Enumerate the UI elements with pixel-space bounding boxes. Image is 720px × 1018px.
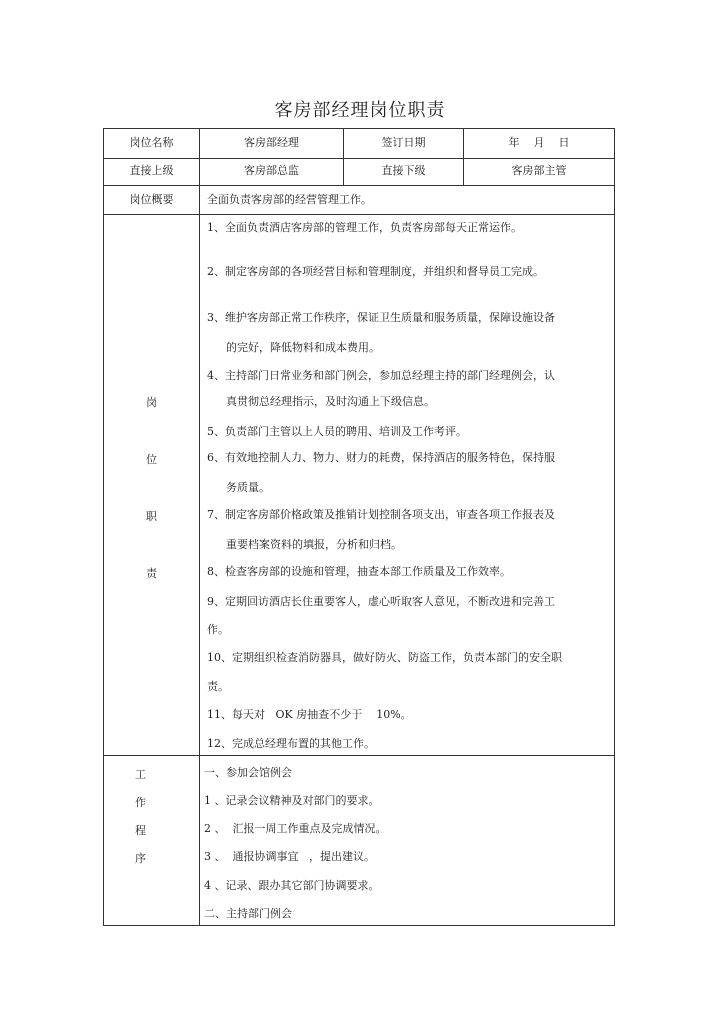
document-title: 客房部经理岗位职责 xyxy=(274,100,446,121)
duties-label-char: 位 xyxy=(146,453,157,466)
procedure-label-char: 作 xyxy=(135,796,146,809)
duty-line: 8、检查客房部的设施和管理，抽查本部工作质量及工作效率。 xyxy=(207,565,511,578)
procedure-label-char: 工 xyxy=(135,768,146,781)
duties-label-char: 职 xyxy=(146,510,157,523)
direct-subordinate-label: 直接下级 xyxy=(381,164,426,177)
duty-line: 5、负责部门主管以上人员的聘用、培训及工作考评。 xyxy=(207,425,467,438)
duty-line: 10、定期组织检查消防器具，做好防火、防盗工作，负责本部门的安全职 xyxy=(207,651,562,664)
procedure-line: 3 、 通报协调事宜 ，提出建议。 xyxy=(204,850,375,863)
overview-label: 岗位概要 xyxy=(129,193,174,206)
duty-line: 务质量。 xyxy=(226,481,270,494)
procedure-line: 4 、记录、跟办其它部门协调要求。 xyxy=(204,879,380,892)
direct-superior-value: 客房部总监 xyxy=(244,164,299,177)
duty-line: 6、有效地控制人力、物力、财力的耗费，保持酒店的服务特色，保持服 xyxy=(207,451,555,464)
duty-line: 4、主持部门日常业务和部门例会，参加总经理主持的部门经理例会，认 xyxy=(207,369,555,382)
position-name-label: 岗位名称 xyxy=(129,136,174,149)
duties-label-char: 岗 xyxy=(146,396,157,409)
sign-date-value: 年 月 日 xyxy=(508,136,570,149)
duties-label-char: 责 xyxy=(146,567,157,580)
duty-line: 真贯彻总经理指示，及时沟通上下级信息。 xyxy=(226,395,435,408)
procedure-line: 2 、 汇报一周工作重点及完成情况。 xyxy=(204,822,387,835)
duty-line: 2、制定客房部的各项经营目标和管理制度，并组织和督导员工完成。 xyxy=(207,265,544,278)
duty-line: 重要档案资料的填报，分析和归档。 xyxy=(226,538,402,551)
position-name-value: 客房部经理 xyxy=(244,136,299,149)
procedure-line: 1 、记录会议精神及对部门的要求。 xyxy=(204,794,380,807)
procedure-line: 二、主持部门例会 xyxy=(204,907,292,920)
row-divider xyxy=(104,158,614,159)
direct-subordinate-value: 客房部主管 xyxy=(511,164,567,177)
row-divider xyxy=(104,755,614,756)
procedure-line: 一、参加会馆例会 xyxy=(204,766,292,779)
duty-line: 的完好，降低物料和成本费用。 xyxy=(226,341,380,354)
procedure-label-char: 程 xyxy=(135,824,146,837)
column-divider xyxy=(199,129,200,926)
duty-line: 7、制定客房部价格政策及推销计划控制各项支出，审查各项工作报表及 xyxy=(207,508,555,521)
duty-line: 11、每天对 OK 房抽查不少于 10%。 xyxy=(207,708,412,721)
duty-line: 9、定期回访酒店长住重要客人，虚心听取客人意见，不断改进和完善工 xyxy=(207,595,555,608)
duty-line: 1、全面负责酒店客房部的管理工作，负责客房部每天正常运作。 xyxy=(207,221,522,234)
duty-line: 3、维护客房部正常工作秩序，保证卫生质量和服务质量，保障设施设备 xyxy=(207,311,555,324)
job-description-table xyxy=(103,128,615,926)
duty-line: 责。 xyxy=(207,680,229,693)
overview-value: 全面负责客房部的经营管理工作。 xyxy=(207,193,372,206)
direct-superior-label: 直接上级 xyxy=(129,164,174,177)
procedure-label-char: 序 xyxy=(135,852,146,865)
row-divider xyxy=(104,185,614,186)
duty-line: 作。 xyxy=(207,623,229,636)
row-divider xyxy=(104,214,614,215)
duty-line: 12、完成总经理布置的其他工作。 xyxy=(207,737,375,750)
sign-date-label: 签订日期 xyxy=(381,136,426,149)
